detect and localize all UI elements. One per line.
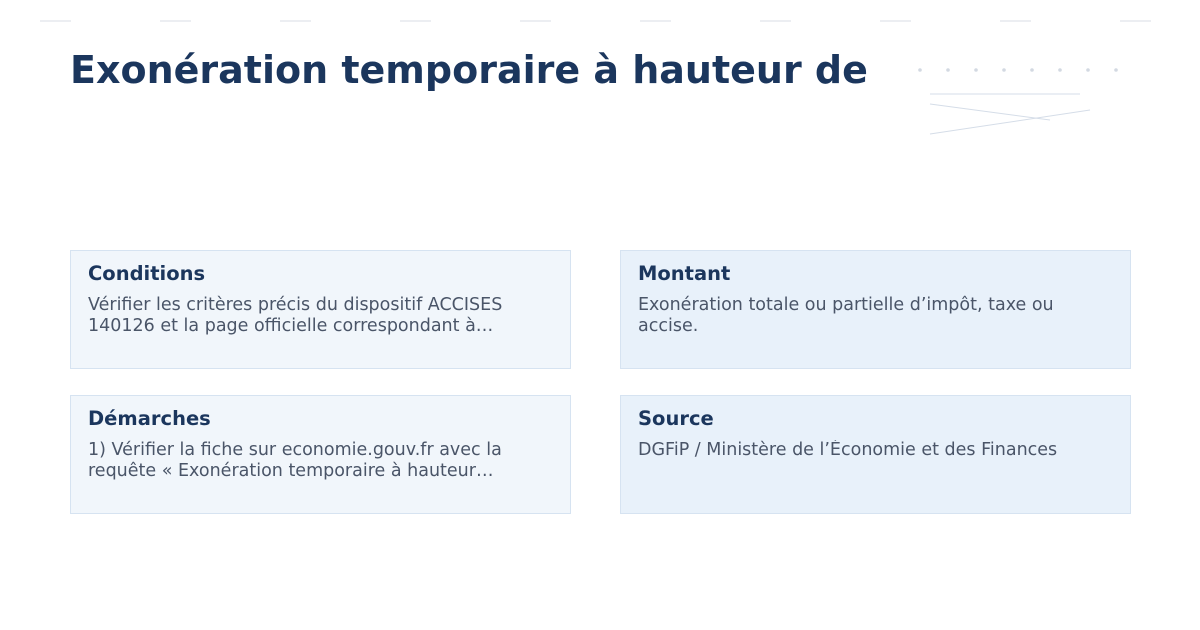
card-source	[620, 395, 1131, 514]
card-heading-montant: Montant	[638, 262, 731, 285]
card-text-source: DGFiP / Ministère de l’Économie et des Finances	[638, 440, 1058, 460]
card-text-conditions: Vérifier les critères précis du dispositif ACCISES 140126 et la page officielle correspondant à…	[88, 295, 503, 336]
line-motif	[930, 94, 1090, 134]
card-montant	[620, 250, 1131, 369]
card-conditions	[70, 250, 571, 369]
dot-row	[918, 68, 1118, 72]
page-title: Exonération temporaire à hauteur de	[70, 48, 868, 92]
card-heading-source: Source	[638, 407, 714, 430]
card-heading-conditions: Conditions	[88, 262, 206, 285]
card-text-montant: Exonération totale ou partielle d’impôt, taxe ou accise.	[638, 295, 1054, 336]
card-text-demarches: 1) Vérifier la fiche sur economie.gouv.fr avec la requête « Exonération temporaire à hauteur…	[88, 440, 502, 481]
card-heading-demarches: Démarches	[88, 407, 211, 430]
card-demarches	[70, 395, 571, 514]
